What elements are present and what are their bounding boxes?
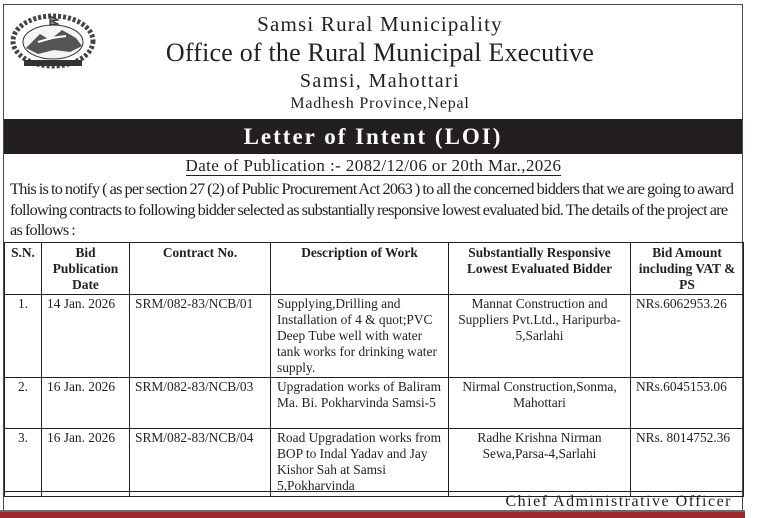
publication-date-text: Date of Publication :- 2082/12/06 or 20th Mar.,2026 xyxy=(185,156,562,175)
office-location: Samsi, Mahottari xyxy=(299,70,461,92)
title-band xyxy=(4,119,742,154)
province-name: Madhesh Province,Nepal xyxy=(290,95,470,112)
cell-contract-no: SRM/082-83/NCB/01 xyxy=(130,295,271,378)
signature-row xyxy=(4,491,742,512)
footer-red-bar xyxy=(0,512,745,518)
header-bid-publication-date: Bid Publication Date xyxy=(42,243,130,295)
header-sn: S.N. xyxy=(5,243,42,295)
cell-amount: NRs. 8014752.36 xyxy=(631,429,744,497)
cell-contract-no: SRM/082-83/NCB/03 xyxy=(130,378,271,429)
intro-paragraph: This is to notify ( as per section 27 (2) of Public Procurement Act 2063 ) to all the concerned bidders that we are going to award following contracts to following bidder selected as substantially responsive lowest evaluated bid. The details of the project are as follows : xyxy=(10,179,734,239)
cell-contract-no: SRM/082-83/NCB/04 xyxy=(130,429,271,497)
cell-bidder: Radhe Krishna Nirman Sewa,Parsa-4,Sarlahi xyxy=(449,429,631,497)
cell-sn: 3. xyxy=(5,429,42,497)
cell-sn: 2. xyxy=(5,378,42,429)
cell-date: 16 Jan. 2026 xyxy=(42,429,130,497)
cell-amount: NRs.6045153.06 xyxy=(631,378,744,429)
contracts-table xyxy=(4,242,744,497)
cell-bidder: Mannat Construction and Suppliers Pvt.Ltd., Haripurba-5,Sarlahi xyxy=(449,295,631,378)
table-row xyxy=(5,429,744,497)
cell-description: Upgradation works of Baliram Ma. Bi. Pokharvinda Samsi-5 xyxy=(271,378,449,429)
cell-amount: NRs.6062953.26 xyxy=(631,295,744,378)
publication-date xyxy=(0,156,747,176)
municipality-name: Samsi Rural Municipality xyxy=(257,12,503,36)
header-bidder: Substantially Responsive Lowest Evaluated Bidder xyxy=(449,243,631,295)
cell-date: 14 Jan. 2026 xyxy=(42,295,130,378)
header-bid-amount: Bid Amount including VAT & PS xyxy=(631,243,744,295)
table-row xyxy=(5,378,744,429)
cell-description: Supplying,Drilling and Installation of 4 & quot;PVC Deep Tube well with water tank works for drinking water supply. xyxy=(271,295,449,378)
cell-bidder: Nirmal Construction,Sonma, Mahottari xyxy=(449,378,631,429)
cell-sn: 1. xyxy=(5,295,42,378)
cell-description: Road Upgradation works from BOP to Indal Yadav and Jay Kishor Sah at Samsi 5,Pokharvinda xyxy=(271,429,449,497)
table-row xyxy=(5,295,744,378)
header-contract-no: Contract No. xyxy=(130,243,271,295)
nepal-government-emblem-icon xyxy=(10,12,96,70)
office-name: Office of the Rural Municipal Executive xyxy=(165,38,595,67)
table-header-row xyxy=(5,243,744,295)
cell-date: 16 Jan. 2026 xyxy=(42,378,130,429)
header-description: Description of Work xyxy=(271,243,449,295)
signatory-title: Chief Administrative Officer xyxy=(505,493,732,510)
notice-title: Letter of Intent (LOI) xyxy=(243,124,503,149)
